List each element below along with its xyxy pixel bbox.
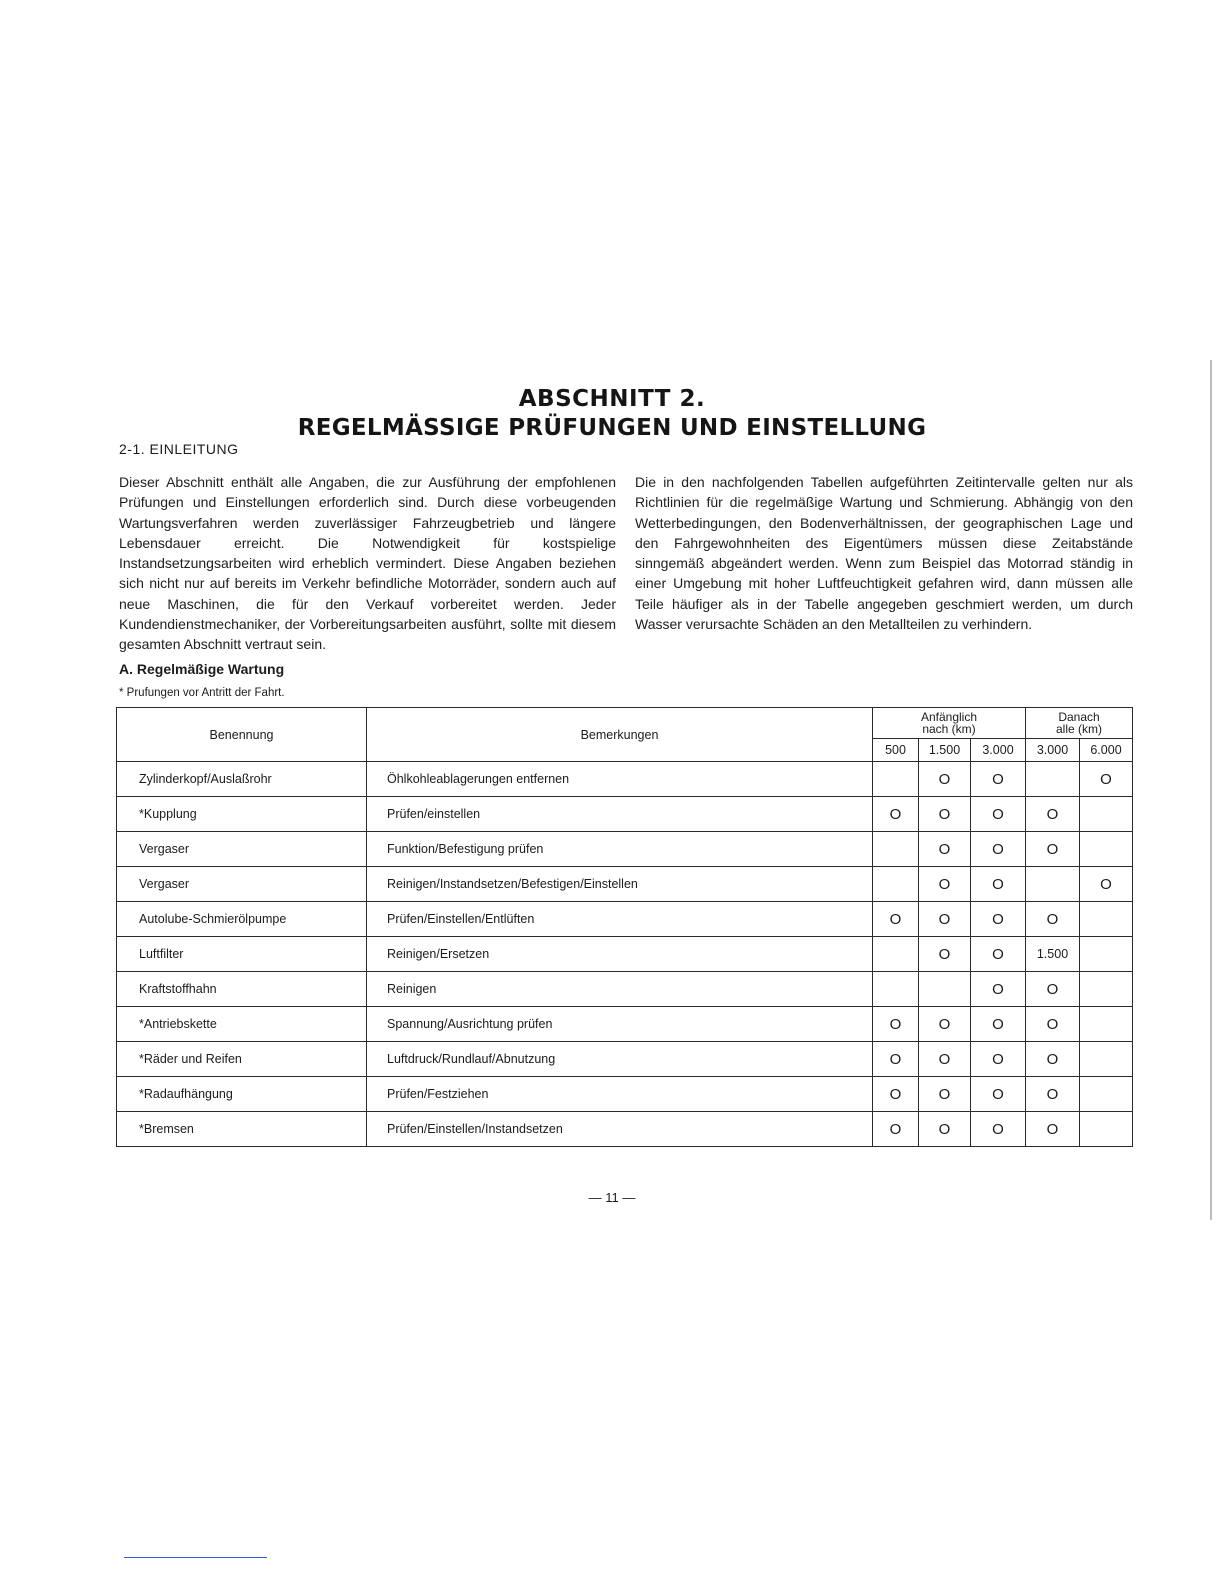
interval-mark [1080, 937, 1133, 972]
row-name: *Räder und Reifen [117, 1042, 367, 1077]
interval-mark: O [1026, 1007, 1080, 1042]
km-header: 6.000 [1080, 739, 1133, 762]
interval-mark: O [971, 1007, 1026, 1042]
table-row [117, 1112, 1133, 1147]
interval-mark [873, 867, 919, 902]
row-remark: Funktion/Befestigung prüfen [367, 832, 873, 867]
intro-paragraph-right: Die in den nachfolgenden Tabellen aufgeführten Zeitintervalle gelten nur als Richtlinien für die regelmäßige Wartung und Schmierung. Abhängig von den Wetterbedingungen, den Bodenverhältnissen, der geographischen Lage und den Fahrgewohnheiten des Eigentümers müssen diese Zeitabstände sinngemäß abgeändert werden. Wenn zum Beispiel das Motorrad ständig in einer Umgebung mit hoher Luftfeuchtigkeit gefahren wird, dann müssen alle Teile häufiger als in der Tabelle angegeben geschmiert werden, um durch Wasser verursachte Schäden an den Metallteilen zu verhindern. [635, 474, 1133, 633]
header-bemerkungen: Bemerkungen [367, 708, 873, 762]
km-header: 500 [873, 739, 919, 762]
table-row [117, 797, 1133, 832]
row-name: *Kupplung [117, 797, 367, 832]
row-name: Vergaser [117, 832, 367, 867]
interval-mark [1080, 972, 1133, 1007]
section-subtitle: REGELMÄSSIGE PRÜFUNGEN UND EINSTELLUNG [297, 415, 927, 441]
interval-mark [873, 832, 919, 867]
row-name: *Antriebskette [117, 1007, 367, 1042]
interval-mark: O [971, 937, 1026, 972]
interval-mark [1080, 1042, 1133, 1077]
km-header: 3.000 [1026, 739, 1080, 762]
interval-mark: O [873, 1042, 919, 1077]
row-remark: Spannung/Ausrichtung prüfen [367, 1007, 873, 1042]
section-title: ABSCHNITT 2. [518, 386, 706, 412]
interval-mark [873, 972, 919, 1007]
row-remark: Öhlkohleablagerungen entfernen [367, 762, 873, 797]
interval-mark: O [1026, 797, 1080, 832]
table-row [117, 972, 1133, 1007]
interval-mark [919, 972, 971, 1007]
row-name: Zylinderkopf/Auslaßrohr [117, 762, 367, 797]
interval-mark: O [873, 1112, 919, 1147]
table-body [117, 762, 1133, 1147]
interval-mark: O [1080, 867, 1133, 902]
row-name: Autolube-Schmierölpumpe [117, 902, 367, 937]
km-header: 3.000 [971, 739, 1026, 762]
row-remark: Reinigen/Instandsetzen/Befestigen/Einstellen [367, 867, 873, 902]
table-row [117, 902, 1133, 937]
header-after-line2: alle (km) [1056, 722, 1103, 736]
interval-mark [1080, 1112, 1133, 1147]
row-remark: Prüfen/Einstellen/Entlüften [367, 902, 873, 937]
footnote: * Prufungen vor Antritt der Fahrt. [119, 687, 285, 699]
interval-mark: O [873, 1007, 919, 1042]
table-row [117, 937, 1133, 972]
interval-mark: O [919, 1077, 971, 1112]
interval-mark: O [1026, 972, 1080, 1007]
row-remark: Prüfen/einstellen [367, 797, 873, 832]
interval-mark [1080, 797, 1133, 832]
interval-mark: O [919, 832, 971, 867]
interval-mark: O [971, 867, 1026, 902]
maintenance-table [116, 707, 1133, 1147]
row-name: Luftfilter [117, 937, 367, 972]
interval-mark [1026, 762, 1080, 797]
interval-mark: O [873, 902, 919, 937]
table-row [117, 762, 1133, 797]
interval-mark [1080, 902, 1133, 937]
table-row [117, 1042, 1133, 1077]
interval-mark [873, 937, 919, 972]
header-benennung: Benennung [117, 708, 367, 762]
interval-mark: O [971, 1077, 1026, 1112]
interval-mark: O [919, 902, 971, 937]
interval-mark: O [1026, 1077, 1080, 1112]
subheading: A. Regelmäßige Wartung [119, 661, 285, 677]
row-remark: Reinigen/Ersetzen [367, 937, 873, 972]
header-after-group [1026, 708, 1133, 739]
table-row [117, 1077, 1133, 1112]
interval-mark: O [971, 762, 1026, 797]
bottom-rule [124, 1557, 267, 1558]
row-remark: Prüfen/Festziehen [367, 1077, 873, 1112]
interval-mark: O [919, 937, 971, 972]
interval-mark: O [919, 1042, 971, 1077]
interval-mark: O [1026, 832, 1080, 867]
row-remark: Luftdruck/Rundlauf/Abnutzung [367, 1042, 873, 1077]
interval-mark: O [1026, 1112, 1080, 1147]
interval-mark: O [971, 972, 1026, 1007]
page-number: — 11 — [588, 1190, 636, 1205]
table-row [117, 867, 1133, 902]
header-initial-line1: Anfänglich [920, 710, 978, 724]
section-heading: 2-1. EINLEITUNG [119, 441, 239, 457]
interval-mark: O [919, 1112, 971, 1147]
row-remark: Reinigen [367, 972, 873, 1007]
row-name: Vergaser [117, 867, 367, 902]
interval-mark: O [971, 797, 1026, 832]
interval-mark [1080, 832, 1133, 867]
row-name: *Bremsen [117, 1112, 367, 1147]
header-initial-line2: nach (km) [922, 722, 976, 736]
table-row [117, 832, 1133, 867]
interval-mark: O [873, 1077, 919, 1112]
interval-mark: O [873, 797, 919, 832]
interval-mark: 1.500 [1026, 937, 1080, 972]
interval-mark: O [971, 1042, 1026, 1077]
interval-mark: O [1026, 1042, 1080, 1077]
interval-mark [873, 762, 919, 797]
km-header: 1.500 [919, 739, 971, 762]
intro-paragraph-left: Dieser Abschnitt enthält alle Angaben, die zur Ausführung der empfohlenen Prüfungen und Einstellungen erforderlich sind. Durch diese vorbeugenden Wartungsverfahren werden zuverlässiger Fahrzeugbetrieb und längere Lebensdauer erreicht. Die Notwendigkeit für kostspielige Instandsetzungsarbeiten wird erheblich vermindert. Diese Angaben beziehen sich nicht nur auf bereits im Verkehr befindliche Motorräder, sondern auch auf neue Maschinen, die für den Verkauf vorbereitet werden. Jeder Kundendienstmechaniker, der Vorbereitungsarbeiten ausführt, sollte mit diesem gesamten Abschnitt vertraut sein. [119, 474, 616, 653]
interval-mark [1080, 1077, 1133, 1112]
scan-edge [1196, 360, 1212, 1220]
row-remark: Prüfen/Einstellen/Instandsetzen [367, 1112, 873, 1147]
interval-mark [1026, 867, 1080, 902]
interval-mark: O [919, 762, 971, 797]
interval-mark: O [1026, 902, 1080, 937]
interval-mark: O [919, 797, 971, 832]
row-name: Kraftstoffhahn [117, 972, 367, 1007]
interval-mark: O [919, 867, 971, 902]
table-row [117, 1007, 1133, 1042]
interval-mark: O [971, 902, 1026, 937]
header-after-line1: Danach [1058, 710, 1100, 724]
row-name: *Radaufhängung [117, 1077, 367, 1112]
header-initial-group [873, 708, 1026, 739]
interval-mark: O [919, 1007, 971, 1042]
interval-mark: O [971, 1112, 1026, 1147]
interval-mark: O [1080, 762, 1133, 797]
table-header-row [117, 708, 1133, 739]
interval-mark: O [971, 832, 1026, 867]
interval-mark [1080, 1007, 1133, 1042]
